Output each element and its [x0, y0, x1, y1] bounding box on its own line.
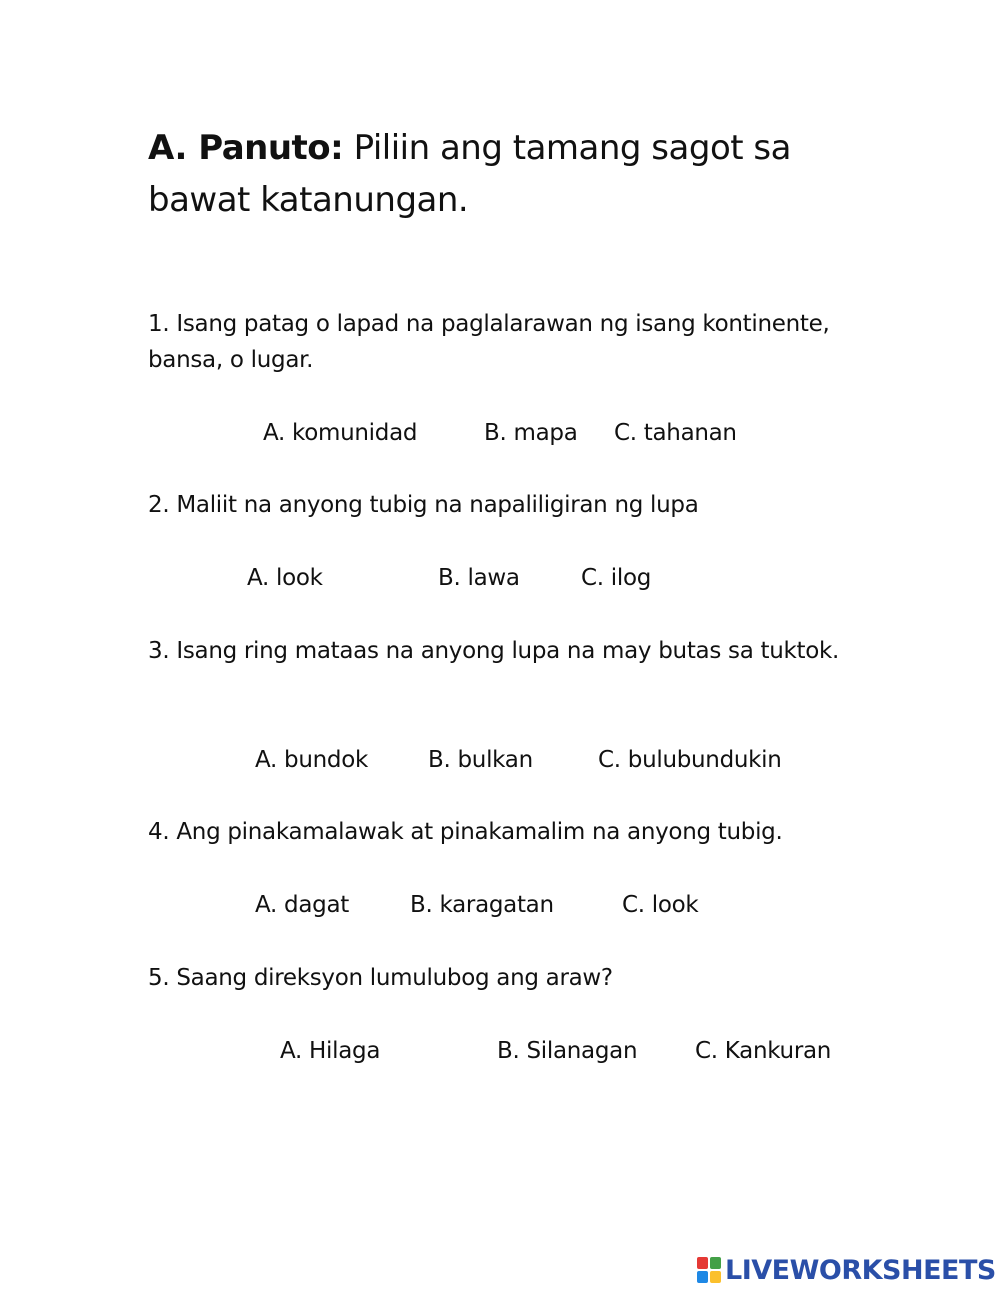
liveworksheets-logo-text: LIVEWORKSHEETS: [725, 1254, 996, 1286]
question-5-option-a[interactable]: A. Hilaga: [280, 1038, 381, 1064]
question-2-option-a[interactable]: A. look: [247, 565, 323, 591]
question-4-text: 4. Ang pinakamalawak at pinakamalim na anyong tubig.: [148, 819, 783, 845]
logo-square-yellow: [710, 1271, 721, 1283]
question-3-option-a[interactable]: A. bundok: [255, 747, 368, 773]
question-5-option-c[interactable]: C. Kankuran: [695, 1038, 832, 1064]
instructions-label: A. Panuto:: [148, 128, 344, 168]
instructions-text: Piliin ang tamang sagot sa bawat katanungan.: [148, 128, 791, 220]
logo-square-green: [710, 1257, 721, 1269]
question-4-option-b[interactable]: B. karagatan: [410, 892, 554, 918]
question-5-text: 5. Saang direksyon lumulubog ang araw?: [148, 965, 613, 991]
question-2-option-b[interactable]: B. lawa: [438, 565, 520, 591]
question-4-option-a[interactable]: A. dagat: [255, 892, 349, 918]
question-1-option-b[interactable]: B. mapa: [484, 420, 578, 446]
logo-square-red: [697, 1257, 708, 1269]
question-1-option-c[interactable]: C. tahanan: [614, 420, 737, 446]
question-1-option-a[interactable]: A. komunidad: [263, 420, 418, 446]
liveworksheets-logo-icon: [697, 1257, 721, 1283]
question-3-text: 3. Isang ring mataas na anyong lupa na may butas sa tuktok.: [148, 638, 840, 664]
question-4-option-c[interactable]: C. look: [622, 892, 699, 918]
logo-square-blue: [697, 1271, 708, 1283]
question-2-option-c[interactable]: C. ilog: [581, 565, 652, 591]
instructions-heading: [148, 122, 848, 226]
question-2-text: 2. Maliit na anyong tubig na napaliligiran ng lupa: [148, 492, 699, 518]
question-3-option-b[interactable]: B. bulkan: [428, 747, 533, 773]
question-1-text: 1. Isang patag o lapad na paglalarawan ng isang kontinente, bansa, o lugar.: [148, 311, 830, 373]
liveworksheets-logo: [697, 1255, 996, 1285]
question-5-option-b[interactable]: B. Silanagan: [497, 1038, 638, 1064]
question-3-option-c[interactable]: C. bulubundukin: [598, 747, 782, 773]
